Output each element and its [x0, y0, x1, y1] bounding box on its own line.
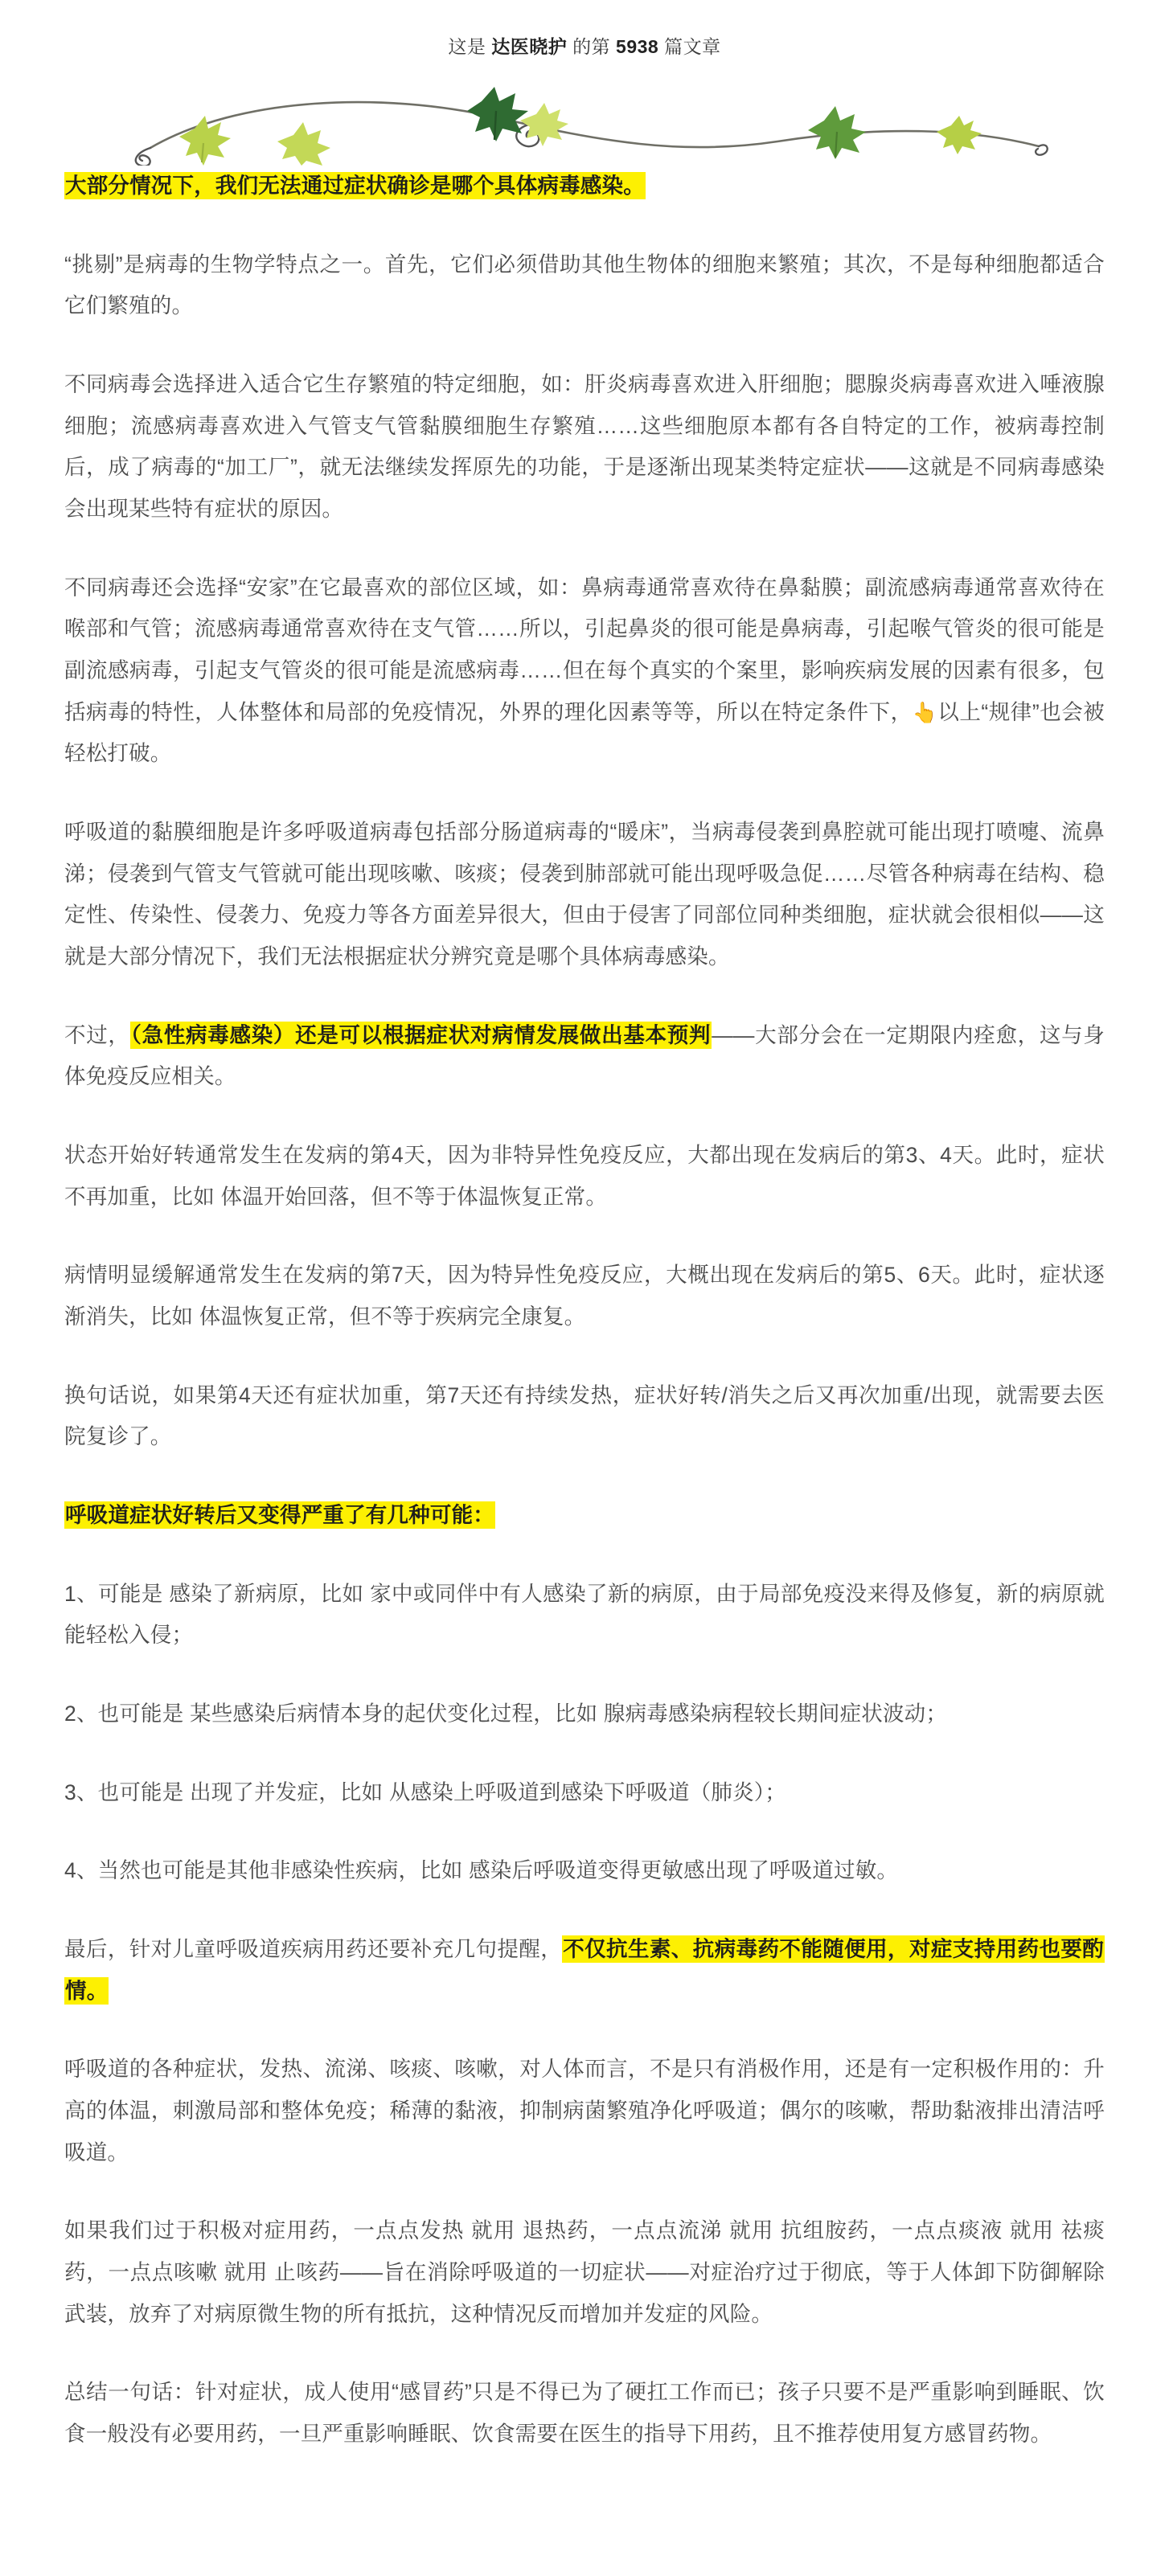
paragraph-10: 呼吸道的各种症状，发热、流涕、咳痰、咳嗽，对人体而言，不是只有消极作用，还是有一定积极作用的：升高的体温，刺激局部和整体免疫；稀薄的黏液，抑制病菌繁殖净化呼吸道；偶尔的咳嗽，帮助黏液排出清洁呼吸道。 [64, 2057, 1105, 2164]
paragraph-3-text-after: 以上“规律”也会被轻松打破。 [64, 699, 1105, 766]
article-content [0, 166, 1169, 2541]
list-item-1: 1、可能是 感染了新病原，比如 家中或同伴中有人感染了新的病原，由于局部免疫没来得及修复，新的病原就能轻松入侵； [64, 1581, 1105, 1648]
paragraph-5-text-before: 不过， [64, 1022, 130, 1047]
ivy-leaf-3 [467, 87, 528, 141]
article-header-account: 达医晓护 [491, 36, 568, 57]
article-header-middle: 的第 [572, 36, 611, 57]
paragraph-8: 换句话说，如果第4天还有症状加重，第7天还有持续发热，症状好转/消失之后又再次加重/出现，就需要去医院复诊了。 [64, 1382, 1105, 1449]
article-header-prefix: 这是 [448, 36, 486, 57]
highlight-heading-1 [64, 166, 1105, 207]
paragraph-7: 病情明显缓解通常发生在发病的第7天，因为特异性免疫反应，大概出现在发病后的第5、6天。此时，症状逐渐消失，比如 体温恢复正常，但不等于疾病完全康复。 [64, 1263, 1105, 1329]
paragraph-3 [64, 567, 1105, 775]
paragraph-2: 不同病毒会选择进入适合它生存繁殖的特定细胞，如：肝炎病毒喜欢进入肝细胞；腮腺炎病毒喜欢进入唾液腺细胞；流感病毒喜欢进入气管支气管黏膜细胞生存繁殖……这些细胞原本都有各自特定的工作，被病毒控制后，成了病毒的“加工厂”，就无法继续发挥原先的功能，于是逐渐出现某类特定症状——这就是不同病毒感染会出现某些特有症状的原因。 [64, 371, 1105, 521]
ivy-leaf-4 [520, 103, 568, 146]
article-header-number: 5938 [616, 36, 659, 57]
ivy-vine-svg [118, 79, 1051, 166]
ivy-vine-divider [0, 79, 1169, 166]
ivy-leaf-5 [808, 106, 866, 159]
list-item-3: 3、也可能是 出现了并发症，比如 从感染上呼吸道到感染下呼吸道（肺炎）； [64, 1779, 786, 1804]
pointing-up-hand-emoji: 👆 [912, 700, 938, 724]
paragraph-5 [64, 1015, 1105, 1098]
paragraph-3-text-before: 不同病毒还会选择“安家”在它最喜欢的部位区域，如：鼻病毒通常喜欢待在鼻黏膜；副流感病毒通常喜欢待在喉部和气管；流感病毒通常喜欢待在支气管……所以，引起鼻炎的很可能是鼻病毒，引起喉气管炎的很可能是副流感病毒，引起支气管炎的很可能是流感病毒……但在每个真实的个案里，影响疾病发展的因素有很多，包括病毒的特性，人体整体和局部的免疫情况，外界的理化因素等等，所以在特定条件下， [64, 575, 1105, 724]
paragraph-4: 呼吸道的黏膜细胞是许多呼吸道病毒包括部分肠道病毒的“暖床”，当病毒侵袭到鼻腔就可能出现打喷嚏、流鼻涕；侵袭到气管支气管就可能出现咳嗽、咳痰；侵袭到肺部就可能出现呼吸急促……尽管各种病毒在结构、稳定性、传染性、侵袭力、免疫力等各方面差异很大，但由于侵害了同部位同种类细胞，症状就会很相似——这就是大部分情况下，我们无法根据症状分辨究竟是哪个具体病毒感染。 [64, 819, 1105, 969]
paragraph-9-text-before: 最后，针对儿童呼吸道疾病用药还要补充几句提醒， [64, 1937, 563, 1962]
paragraph-5-highlight: （急性病毒感染）还是可以根据症状对病情发展做出基本预判 [130, 1022, 712, 1047]
ivy-leaf-2 [277, 122, 330, 166]
paragraph-5-text-after: ——大部分会在一定期限内痊愈，这与身体免疫反应相关。 [64, 1022, 1105, 1089]
ivy-leaf-6 [937, 116, 982, 154]
paragraph-11: 如果我们过于积极对症用药，一点点发热 就用 退热药，一点点流涕 就用 抗组胺药，一点点痰液 就用 祛痰药，一点点咳嗽 就用 止咳药——旨在消除呼吸道的一切症状——对症治疗过于彻底，等于人体卸下防御解除武装，放弃了对病原微生物的所有抵抗，这种情况反而增加并发症的风险。 [64, 2218, 1105, 2326]
paragraph-6: 状态开始好转通常发生在发病的第4天，因为非特异性免疫反应，大都出现在发病后的第3、4天。此时，症状不再加重，比如 体温开始回落，但不等于体温恢复正常。 [64, 1142, 1105, 1209]
article-header-suffix: 篇文章 [664, 36, 721, 57]
list-item-2: 2、也可能是 某些感染后病情本身的起伏变化过程，比如 腺病毒感染病程较长期间症状波动； [64, 1702, 948, 1726]
highlight-heading-2-text: 呼吸道症状好转后又变得严重了有几种可能： [65, 1503, 494, 1528]
ivy-leaf-1 [179, 116, 231, 166]
paragraph-9 [64, 1929, 1105, 2012]
paragraph-12: 总结一句话：针对症状，成人使用“感冒药”只是不得已为了硬扛工作而已；孩子只要不是严重影响到睡眠、饮食一般没有必要用药，一旦严重影响睡眠、饮食需要在医生的指导下用药，且不推荐使用复方感冒药物。 [64, 2380, 1105, 2447]
highlight-heading-2 [64, 1495, 1105, 1537]
paragraph-1: “挑剔”是病毒的生物学特点之一。首先，它们必须借助其他生物体的细胞来繁殖；其次，不是每种细胞都适合它们繁殖的。 [64, 252, 1105, 318]
highlight-heading-1-text: 大部分情况下，我们无法通过症状确诊是哪个具体病毒感染。 [65, 173, 645, 198]
paragraph-9-highlight: 不仅抗生素、抗病毒药不能随便用，对症支持用药也要酌情。 [65, 1937, 1104, 2003]
article-header [0, 0, 1169, 59]
list-item-4: 4、当然也可能是其他非感染性疾病，比如 感染后呼吸道变得更敏感出现了呼吸道过敏。 [64, 1858, 899, 1883]
